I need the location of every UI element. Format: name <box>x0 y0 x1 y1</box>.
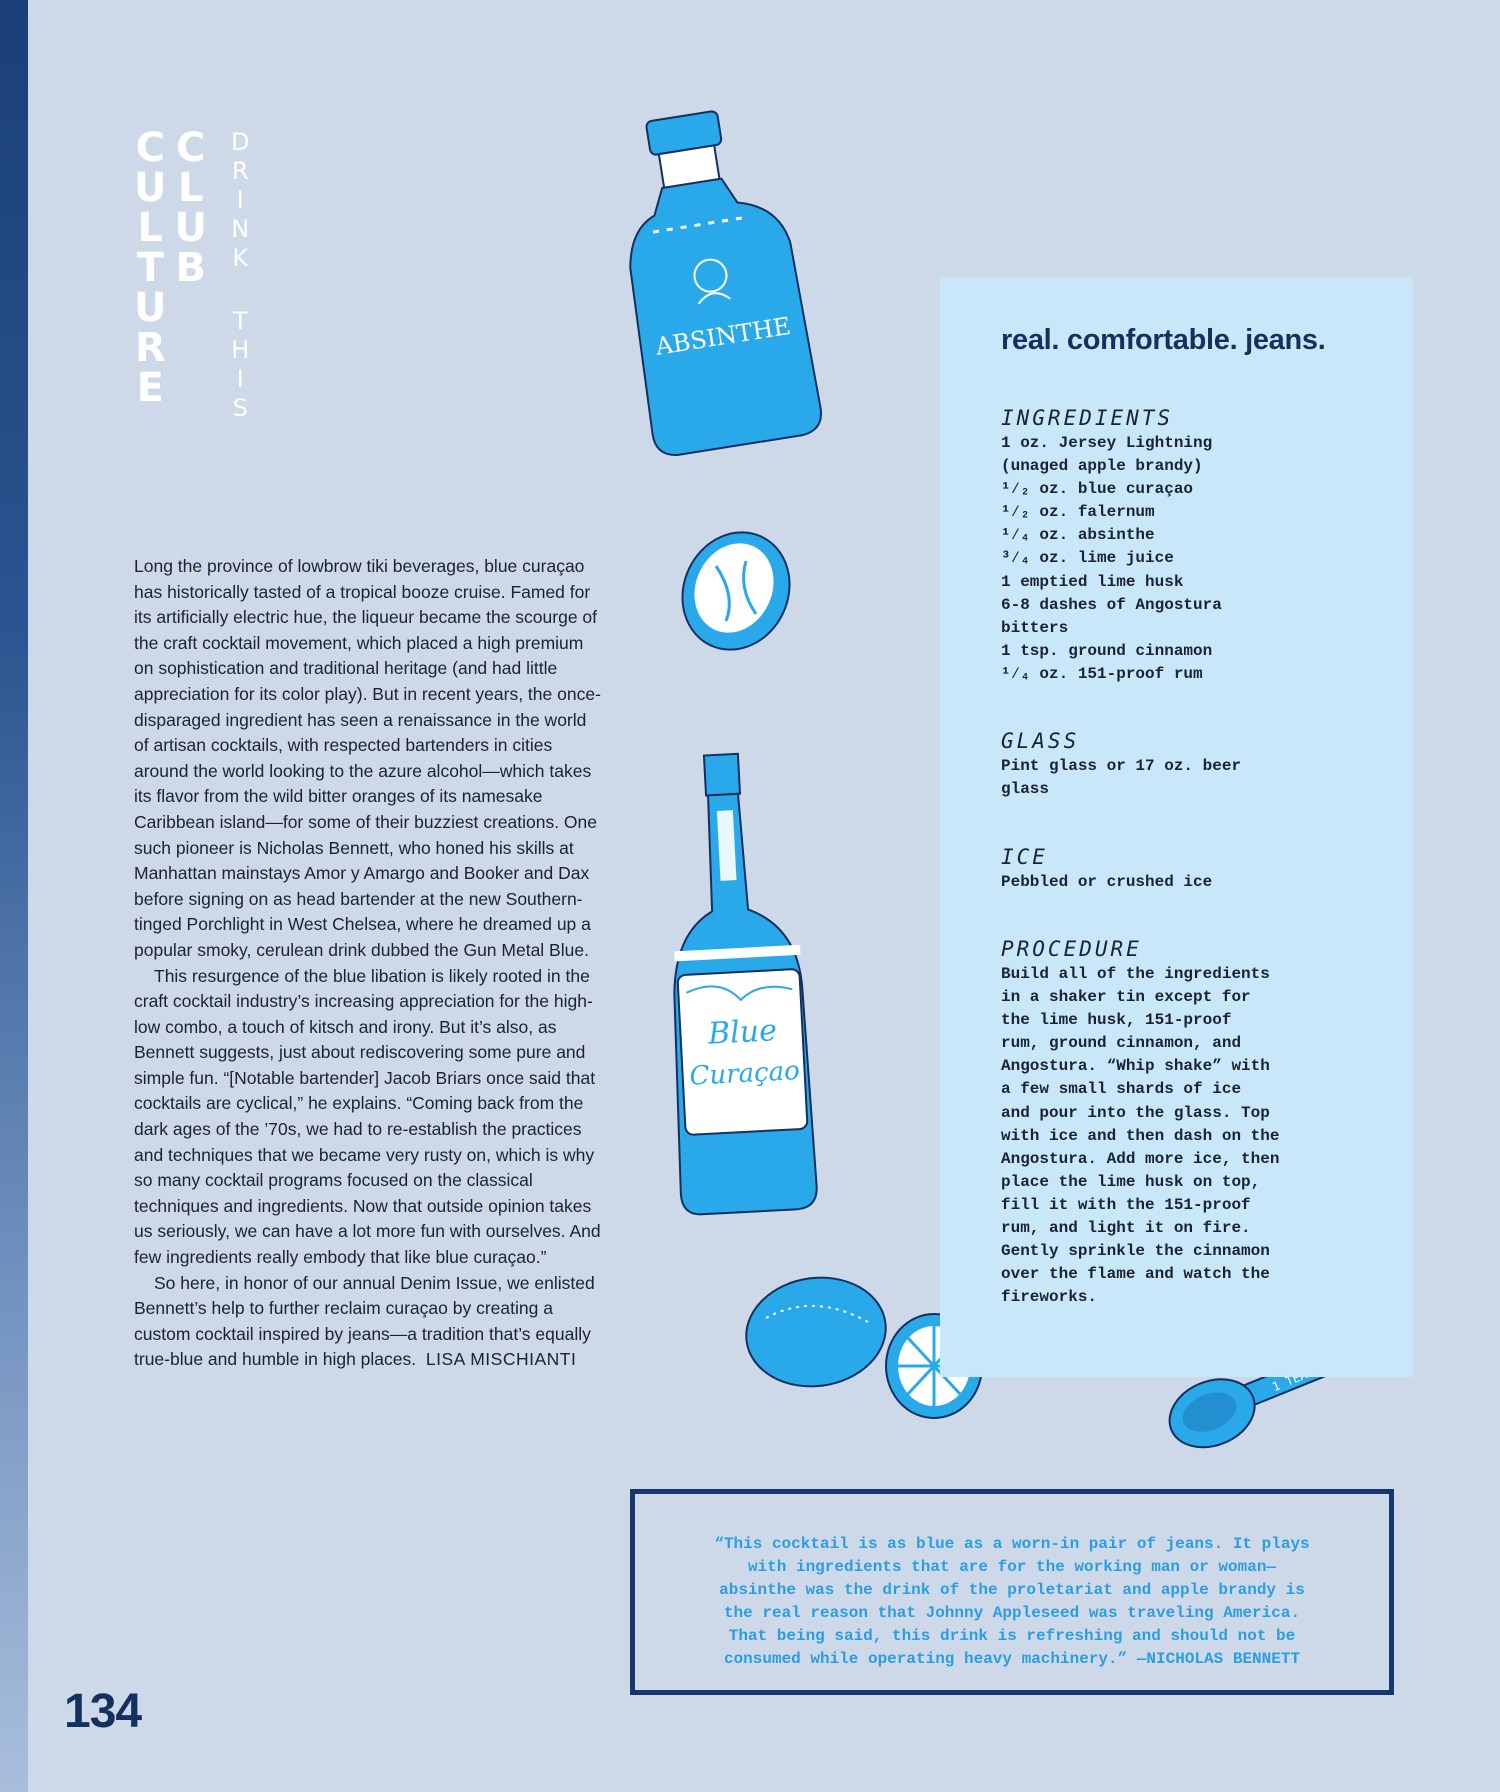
quote-line: the real reason that Johnny Appleseed was traveling America. <box>723 1604 1301 1622</box>
procedure-line: Angostura. Add more ice, then <box>1001 1149 1280 1168</box>
procedure-line: Gently sprinkle the cinnamon <box>1001 1242 1270 1261</box>
curacao-label-line2: Curaçao <box>688 1056 801 1092</box>
letter: T <box>232 307 248 335</box>
ingredient-line: ¹⁄₄ oz. absinthe <box>1001 526 1155 545</box>
ice-text <box>1001 871 1331 894</box>
procedure-line: in a shaker tin except for <box>1001 988 1251 1007</box>
procedure-line: the lime husk, 151-proof <box>1001 1011 1232 1030</box>
letter: U <box>174 205 207 251</box>
letter: L <box>137 205 163 251</box>
page-spine-edge <box>0 0 28 1792</box>
ingredient-line: bitters <box>1001 618 1069 637</box>
procedure-heading: PROCEDURE <box>1001 937 1142 961</box>
letter: K <box>232 244 249 272</box>
curacao-label-line1: Blue <box>707 1013 778 1052</box>
ingredient-line: ¹⁄₂ oz. blue curaçao <box>1001 480 1194 499</box>
section-label <box>134 125 250 423</box>
ice-section <box>1001 845 1331 894</box>
letter: E <box>136 365 164 411</box>
letter: U <box>134 165 167 211</box>
letter: C <box>176 125 206 171</box>
ingredient-line: 1 emptied lime husk <box>1001 572 1184 591</box>
article-paragraph-3-text: So here, in honor of our annual Denim Issue, we enlisted Bennett’s help to further reclaim curaçao by creating a custom cocktail inspired by jeans—a tradition that’s equally true-blue and humble in high places. <box>134 1272 595 1370</box>
procedure-line: fill it with the 151-proof <box>1001 1195 1251 1214</box>
letter: C <box>135 125 165 171</box>
glass-heading: GLASS <box>1001 729 1080 753</box>
procedure-text <box>1001 963 1331 1309</box>
letter: I <box>236 186 244 214</box>
ingredient-line: (unaged apple brandy) <box>1001 457 1203 476</box>
procedure-line: rum, ground cinnamon, and <box>1001 1034 1242 1053</box>
letter: T <box>136 245 164 291</box>
letter: R <box>231 157 249 185</box>
page-number: 134 <box>64 1685 142 1738</box>
procedure-line: and pour into the glass. Top <box>1001 1103 1270 1122</box>
letter: U <box>134 285 167 331</box>
pull-quote-box <box>630 1489 1394 1695</box>
drink-this-vertical <box>231 128 249 423</box>
ingredient-line: ³⁄₄ oz. lime juice <box>1001 549 1174 568</box>
letter: H <box>231 336 250 364</box>
absinthe-bottle-illustration <box>600 105 830 465</box>
quote-line: “This cocktail is as blue as a worn-in pair of jeans. It plays <box>714 1535 1310 1553</box>
procedure-line: with ice and then dash on the <box>1001 1126 1280 1145</box>
ingredient-line: 1 tsp. ground cinnamon <box>1001 641 1213 660</box>
letter: N <box>231 215 250 243</box>
ice-line: Pebbled or crushed ice <box>1001 873 1213 891</box>
letter: I <box>236 365 244 393</box>
lime-husk-illustration <box>676 526 796 656</box>
procedure-line: a few small shards of ice <box>1001 1080 1242 1099</box>
ingredients-heading: INGREDIENTS <box>1001 406 1174 430</box>
glass-line: Pint glass or 17 oz. beer <box>1001 757 1242 775</box>
ice-heading: ICE <box>1001 845 1048 869</box>
quote-line: with ingredients that are for the working man or woman— <box>747 1558 1277 1576</box>
article-body <box>134 554 602 1373</box>
procedure-line: Angostura. “Whip shake” with <box>1001 1057 1270 1076</box>
absinthe-label: ABSINTHE <box>653 311 793 361</box>
article-paragraph-3 <box>134 1271 602 1373</box>
quote-line: consumed while operating heavy machinery.” —NICHOLAS BENNETT <box>723 1650 1301 1668</box>
procedure-line: place the lime husk on top, <box>1001 1172 1261 1191</box>
procedure-line: over the flame and watch the <box>1001 1265 1270 1284</box>
quote-line: That being said, this drink is refreshing and should not be <box>728 1627 1296 1645</box>
ingredients-section <box>1001 406 1331 686</box>
letter: B <box>175 245 206 291</box>
letter: L <box>177 165 204 211</box>
procedure-line: fireworks. <box>1001 1288 1098 1307</box>
letter: R <box>134 325 166 371</box>
ingredients-list <box>1001 432 1331 686</box>
letter: D <box>230 128 250 156</box>
article-paragraph-1: Long the province of lowbrow tiki beverages, blue curaçao has historically tasted of a tropical booze cruise. Famed for its artificially electric hue, the liqueur became the scourge of the craft cocktail movement, which placed a high premium on sophistication and traditional heritage (and had little appreciation for its color play). But in recent years, the once-disparaged ingredient has seen a renaissance in the world of artisan cocktails, with respected bartenders in cities around the world looking to the azure alcohol—which takes its flavor from the wild bitter oranges of its namesake Caribbean island—for some of their buzziest creations. One such pioneer is Nicholas Bennett, who honed his skills at Manhattan mainstays Amor y Amargo and Booker and Dax before signing on as head bartender at the new Southern-tinged Porchlight in West Chelsea, where he dreamed up a popular smoky, cerulean drink dubbed the Gun Metal Blue. <box>134 556 601 960</box>
ingredient-line: ¹⁄₄ oz. 151-proof rum <box>1001 664 1203 683</box>
byline: LISA MISCHIANTI <box>425 1349 577 1370</box>
culture-vertical-word <box>134 125 167 423</box>
ingredient-line: 6-8 dashes of Angostura <box>1001 595 1222 614</box>
procedure-line: rum, and light it on fire. <box>1001 1219 1251 1238</box>
recipe-title: real. comfortable. jeans. <box>1001 324 1326 356</box>
procedure-line: Build all of the ingredients <box>1001 965 1270 983</box>
article-paragraph-2: This resurgence of the blue libation is likely rooted in the craft cocktail industry’s increasing appreciation for the high-low combo, a touch of kitsch and irony. But it’s also, as Bennett suggests, just about rediscovering some pure and simple fun. “[Notable bartender] Jacob Briars once said that cocktails are cyclical,” he explains. “Coming back from the dark ages of the ’70s, we had to re-establish the practices and techniques that we became very rusty on, which is why so many cocktail programs focused on the classical techniques and ingredients. Now that outside opinion takes us seriously, we can have a lot more fun with ourselves. And few ingredients really embody that like blue curaçao.” <box>134 965 601 1268</box>
ingredient-line: 1 oz. Jersey Lightning <box>1001 434 1213 452</box>
quote-line: absinthe was the drink of the proletariat and apple brandy is <box>719 1581 1305 1599</box>
ingredient-line: ¹⁄₂ oz. falernum <box>1001 503 1155 522</box>
glass-text <box>1001 755 1331 801</box>
glass-section <box>1001 729 1331 801</box>
blue-curacao-bottle-illustration <box>660 750 820 1220</box>
club-vertical-word <box>174 125 207 423</box>
pull-quote-text <box>665 1533 1359 1671</box>
letter: S <box>232 394 248 422</box>
glass-line: glass <box>1001 780 1050 799</box>
procedure-section <box>1001 937 1331 1309</box>
